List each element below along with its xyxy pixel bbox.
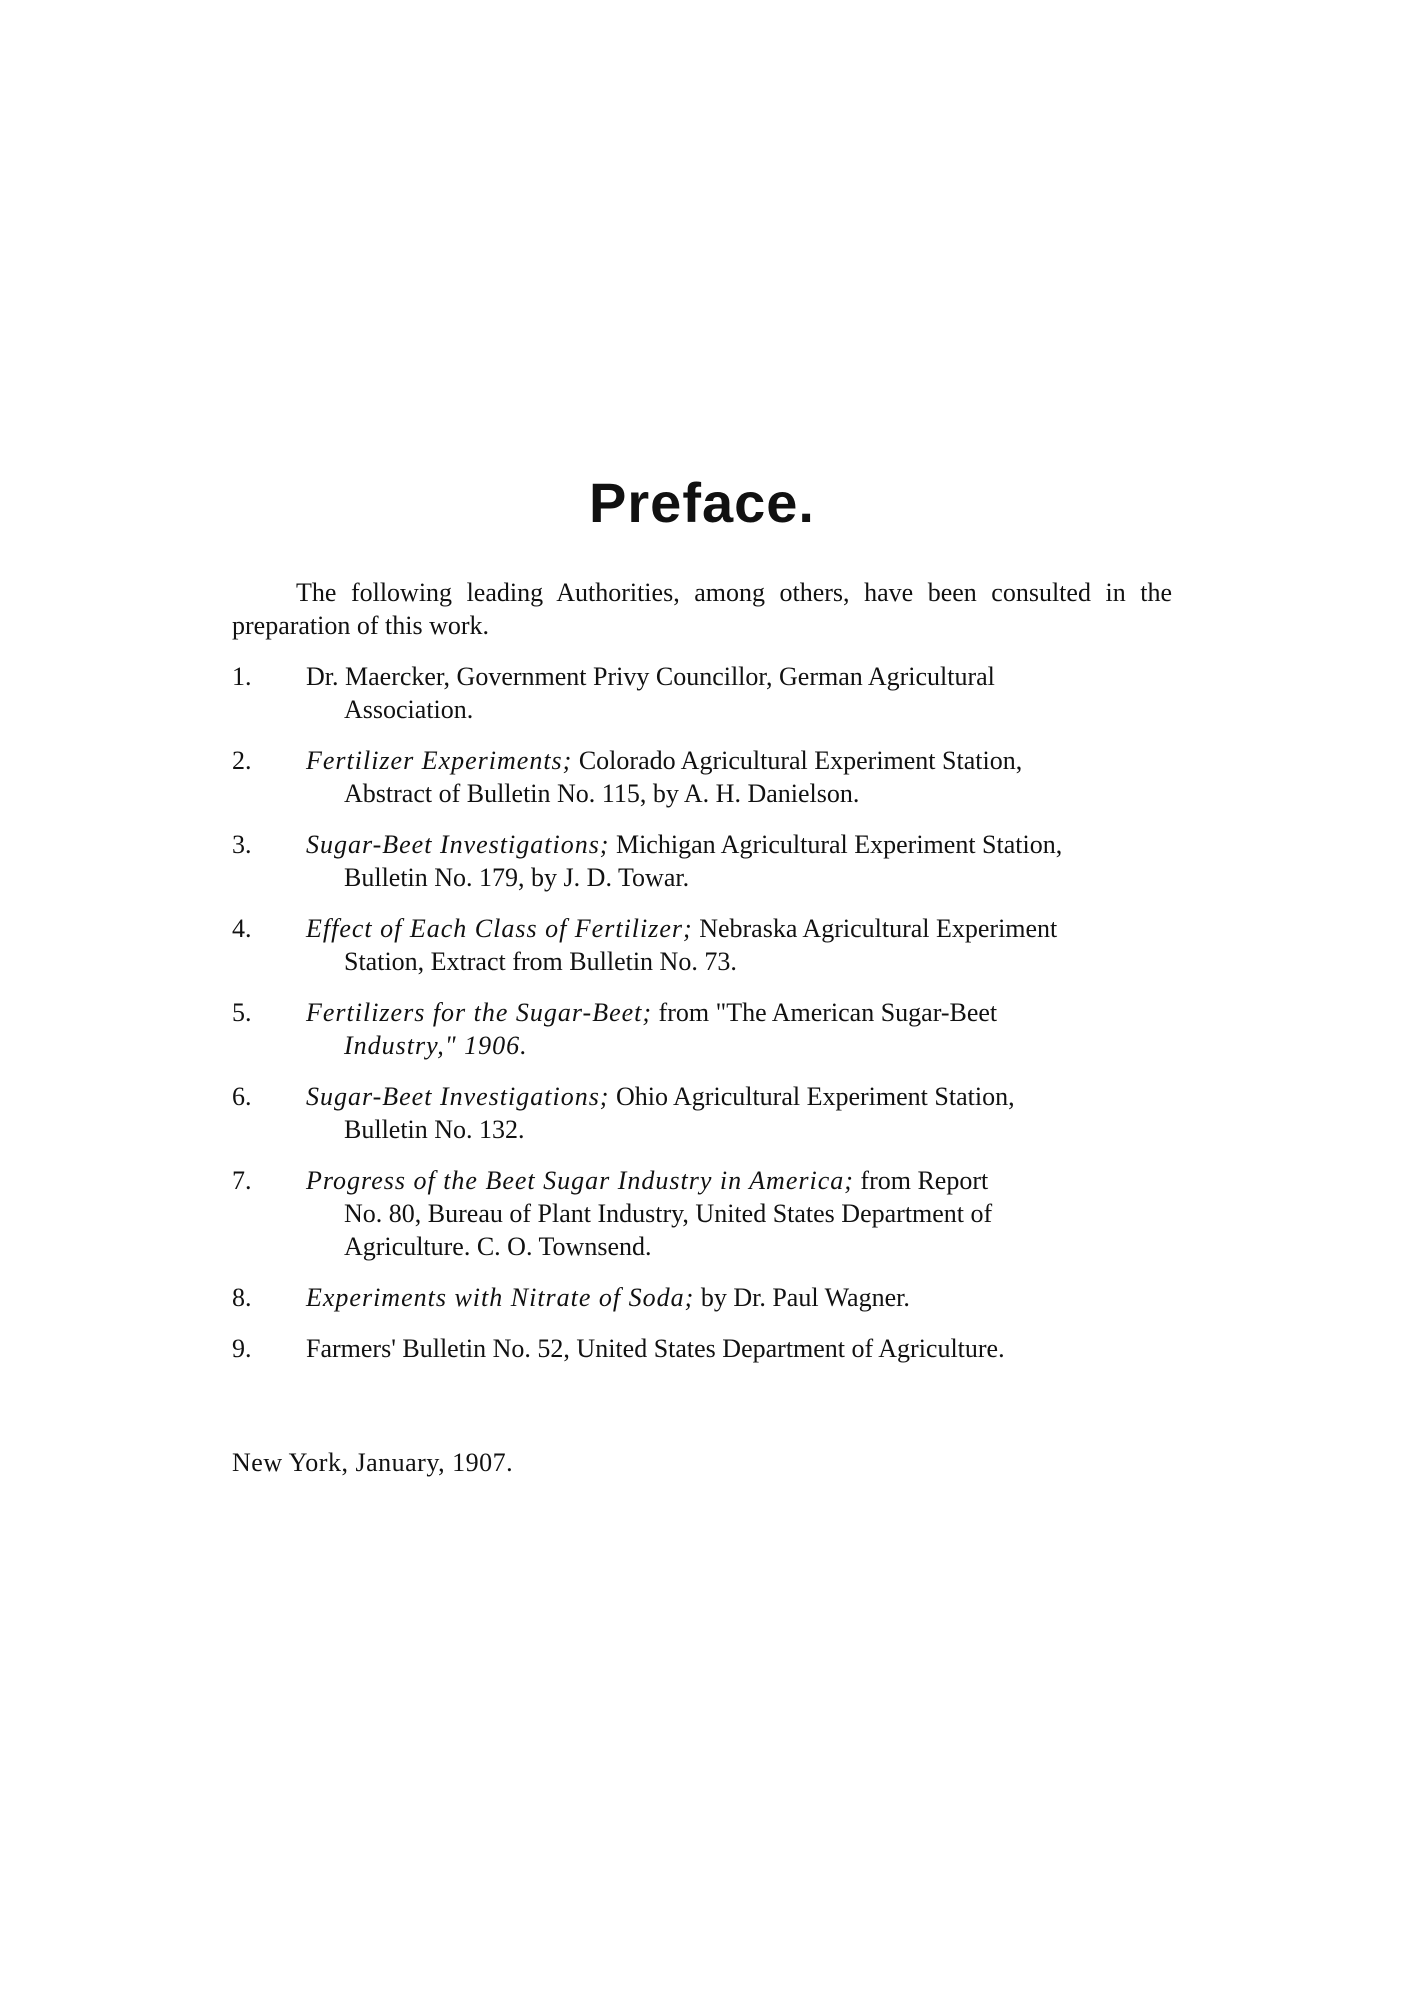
reference-line [306, 1080, 1172, 1113]
reference-number: 4. [232, 914, 252, 943]
reference-line [306, 1281, 1172, 1314]
reference-text: from Report [853, 1166, 989, 1195]
reference-line [306, 1332, 1172, 1365]
reference-continuation: Association. [344, 695, 474, 724]
reference-text: Nebraska Agricultural Experiment [692, 914, 1058, 943]
reference-number: 8. [232, 1283, 252, 1312]
reference-text: from "The American Sugar-Beet [652, 998, 998, 1027]
reference-line [306, 996, 1172, 1029]
reference-text: Colorado Agricultural Experiment Station, [572, 746, 1023, 775]
reference-number: 9. [232, 1334, 252, 1363]
reference-item [232, 1080, 1172, 1146]
reference-line [306, 744, 1172, 777]
reference-line [306, 828, 1172, 861]
page-title: Preface. [589, 471, 815, 534]
reference-text: Ohio Agricultural Experiment Station, [609, 1082, 1015, 1111]
reference-item [232, 660, 1172, 726]
reference-text: Dr. Maercker, Government Privy Councillor, German Agricultural [306, 662, 995, 691]
reference-continuation: Station, Extract from Bulletin No. 73. [344, 947, 737, 976]
reference-item [232, 996, 1172, 1062]
reference-continuation: Bulletin No. 179, by J. D. Towar. [344, 863, 690, 892]
reference-continuation: Agriculture. C. O. Townsend. [344, 1232, 652, 1261]
reference-title: Fertilizer Experiments; [306, 746, 573, 775]
reference-line [306, 660, 1172, 693]
reference-item [232, 1281, 1172, 1314]
reference-text: Michigan Agricultural Experiment Station, [609, 830, 1063, 859]
reference-number: 2. [232, 746, 252, 775]
reference-continuation: Abstract of Bulletin No. 115, by A. H. Danielson. [344, 779, 860, 808]
reference-line [306, 912, 1172, 945]
reference-title: Sugar-Beet Investigations; [306, 830, 610, 859]
reference-number: 3. [232, 830, 252, 859]
reference-title: Experiments with Nitrate of Soda; [306, 1283, 695, 1312]
reference-item [232, 1332, 1172, 1365]
reference-number: 1. [232, 662, 252, 691]
reference-item [232, 1164, 1172, 1263]
reference-line [306, 1164, 1172, 1197]
reference-continuation: Industry," 1906. [344, 1031, 528, 1060]
reference-text: by Dr. Paul Wagner. [694, 1283, 910, 1312]
intro-paragraph: The following leading Authorities, among others, have been consulted in the preparation of this work. [232, 578, 1172, 640]
reference-item [232, 912, 1172, 978]
signoff-line: New York, January, 1907. [232, 1448, 514, 1477]
reference-title: Fertilizers for the Sugar-Beet; [306, 998, 653, 1027]
reference-text: Farmers' Bulletin No. 52, United States Department of Agriculture. [306, 1334, 1005, 1363]
reference-number: 7. [232, 1166, 252, 1195]
reference-list [232, 660, 1172, 1383]
reference-item [232, 744, 1172, 810]
reference-number: 5. [232, 998, 252, 1027]
reference-number: 6. [232, 1082, 252, 1111]
reference-title: Progress of the Beet Sugar Industry in America; [306, 1166, 854, 1195]
reference-title: Sugar-Beet Investigations; [306, 1082, 610, 1111]
reference-continuation: No. 80, Bureau of Plant Industry, United States Department of [344, 1199, 993, 1228]
reference-title: Effect of Each Class of Fertilizer; [306, 914, 693, 943]
reference-continuation: Bulletin No. 132. [344, 1115, 525, 1144]
reference-item [232, 828, 1172, 894]
